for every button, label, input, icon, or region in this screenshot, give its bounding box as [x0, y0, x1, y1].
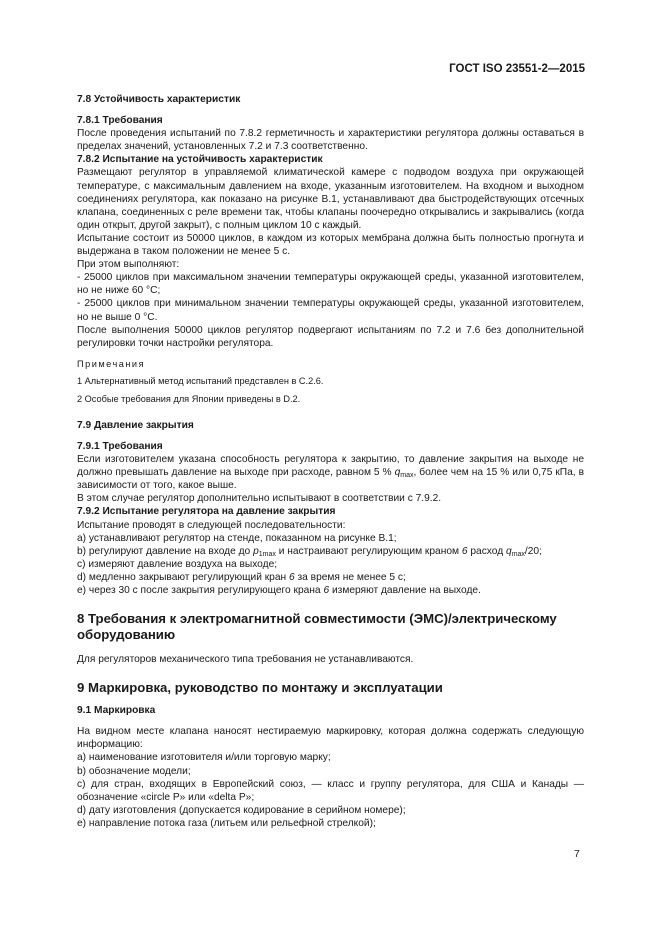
section-7-8-1-text: После проведения испытаний по 7.8.2 герметичность и характеристики регулятора должны оставаться в пределах значений, установленных 7.2 и 7.3 соответственно. — [77, 128, 584, 153]
text-fragment: /20; — [524, 545, 542, 557]
section-7-9-1-paragraph: В этом случае регулятор дополнительно испытывают в соответствии с 7.9.2. — [77, 493, 442, 505]
section-7-9-1-text — [77, 453, 584, 492]
section-7-8-2-paragraph: После выполнения 50000 циклов регулятор подвергают испытаниям по 7.2 и 7.6 без дополнительной регулировки точки настройки регулятора. — [77, 324, 584, 349]
list-item-d: d) дату изготовления (допускается кодирование в серийном номере); — [77, 804, 406, 816]
section-7-8-2-paragraph: Испытание состоит из 50000 циклов, в каждом из которых мембрана должна быть полностью прогнута и выдержана в таком положении не менее 5 с. — [77, 232, 584, 258]
text-fragment: за время не менее 5 с; — [297, 571, 406, 583]
list-item-e: e) направление потока газа (литьем или рельефной стрелкой); — [77, 817, 376, 829]
crane-number: 6 — [289, 571, 295, 583]
text-fragment: расход — [470, 545, 504, 557]
section-7-9-1-title: 7.9.1 Требования — [77, 440, 163, 452]
section-7-8-2-paragraph: При этом выполняют: — [77, 259, 180, 271]
text-fragment: , более чем на 15 % или 0,75 кПа, в зависимости от того, какое выше. — [77, 467, 584, 492]
page-number: 7 — [574, 848, 580, 860]
section-9-title: 9 Маркировка, руководство по монтажу и эксплуатации — [77, 680, 443, 696]
section-7-9-2-title: 7.9.2 Испытание регулятора на давление закрытия — [77, 506, 336, 518]
section-7-8-2-list-item: - 25000 циклов при максимальном значении температуры окружающей среды, указанной изготовителем, но не ниже 60 °C; — [77, 272, 584, 297]
list-item-c: c) измеряют давление воздуха на выходе; — [77, 558, 278, 570]
crane-number: 6 — [323, 585, 330, 596]
crane-number: 6 — [461, 545, 468, 557]
section-7-8-title: 7.8 Устойчивость характеристик — [77, 94, 241, 105]
symbol-q: q — [506, 545, 512, 557]
symbol-p: p — [253, 545, 259, 557]
section-7-9-2-paragraph: Испытание проводят в следующей последовательности: — [77, 519, 346, 531]
text-fragment: b) регулируют давление на входе до — [77, 545, 251, 557]
list-item-c: c) для стран, входящих в Европейский союз, — класс и группу регулятора, для США и Канады — обозначение «circle P» или «delta P»; — [77, 778, 584, 803]
page-content — [77, 93, 584, 830]
section-8-text: Для регуляторов механического типа требования не устанавливаются. — [77, 654, 414, 666]
list-item-e — [77, 584, 584, 597]
note-2: 2 Особые требования для Японии приведены в D.2. — [77, 393, 301, 404]
section-7-8-2-paragraph: Размещают регулятор в управляемой климатической камере с подводом воздуха при окружающей температуре, с максимальным давлением на входе, указанным изготовителем. На входном и выходном соединениях регулятора, как показано на рисунке В.1, устанавливают два быстродействующих отсечных клапана, соединенных с реле времени так, чтобы клапаны поочередно открывались и закрывались (когда один открыт, другой закрыт), с полным циклом 10 с каждый. — [77, 167, 584, 231]
document-header: ГОСТ ISO 23551-2—2015 — [449, 63, 585, 75]
list-item-b: b) обозначение модели; — [77, 765, 191, 777]
text-fragment: и настраивают регулирующим краном — [278, 545, 460, 557]
text-fragment: e) через 30 с после закрытия регулирующего крана — [77, 585, 321, 596]
list-item-d — [77, 571, 584, 584]
notes-label: Примечания — [77, 358, 146, 369]
subscript-1max: 1max — [258, 550, 276, 558]
section-7-8-1-title: 7.8.1 Требования — [77, 115, 163, 127]
list-item-a: a) устанавливают регулятор на стенде, показанном на рисунке В.1; — [77, 532, 397, 544]
text-fragment: измеряют давление на выходе. — [331, 585, 481, 596]
subscript-max: max — [400, 472, 414, 480]
text-fragment: d) медленно закрывают регулирующий кран — [77, 571, 287, 583]
section-7-9-title: 7.9 Давление закрытия — [77, 419, 194, 431]
section-9-1-title: 9.1 Маркировка — [77, 705, 156, 717]
symbol-q: q — [394, 467, 401, 479]
section-7-8-2-title: 7.8.2 Испытание на устойчивость характеристик — [77, 154, 323, 166]
section-8-title: 8 Требования к электромагнитной совместимости (ЭМС)/электрическому оборудованию — [77, 611, 557, 643]
text-fragment: Если изготовителем указана способность регулятора к закрытию, то давление закрытия на выходе не должно превышать давление на выходе при расходе, равном 5 % — [77, 454, 584, 479]
list-item-a: a) наименование изготовителя и/или торговую марку; — [77, 752, 331, 764]
section-7-8-2-list-item: - 25000 циклов при минимальном значении температуры окружающей среды, указанной изготовителем, но не выше 0 °C. — [77, 298, 584, 323]
note-1: 1 Альтернативный метод испытаний представлен в С.2.6. — [77, 375, 324, 386]
list-item-b — [77, 545, 584, 558]
subscript-max: max — [511, 550, 525, 558]
section-9-1-paragraph: На видном месте клапана наносят нестираемую маркировку, которая должна содержать следующую информацию: — [77, 726, 584, 751]
